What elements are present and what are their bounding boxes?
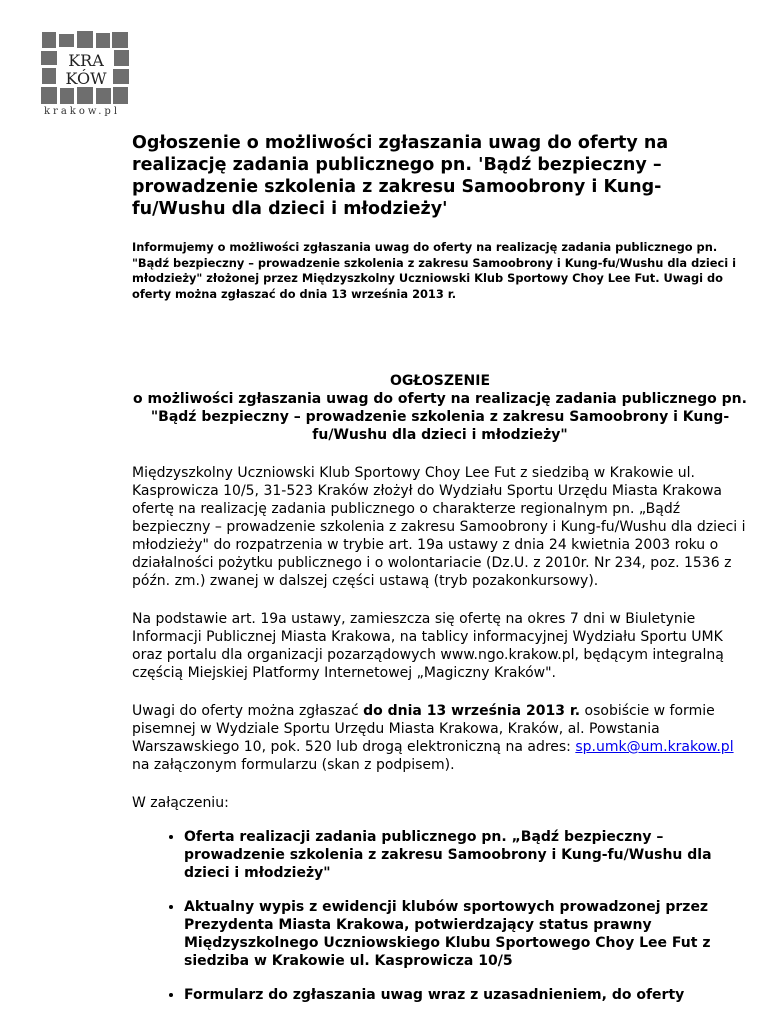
announcement-heading-block — [132, 372, 748, 444]
comments-text-middle: osobiście w formie pisemnej w Wydziale Sportu Urzędu Miasta Krakowa, Kraków, al. Powstania Warszawskiego 10, pok. 520 lub drogą elektroniczną na adres: — [132, 703, 715, 755]
krakow-logo-emblem — [40, 30, 132, 110]
page-title: Ogłoszenie o możliwości zgłaszania uwag do oferty na realizację zadania publicznego pn. 'Bądź bezpieczny – prowadzenie szkolenia z zakresu Samoobrony i Kung-fu/Wushu dla dzieci i młodzieży' — [132, 133, 669, 219]
comments-text-after: na załączonym formularzu (skan z podpisem). — [132, 757, 455, 773]
paragraph-offer: Międzyszkolny Uczniowski Klub Sportowy Choy Lee Fut z siedzibą w Krakowie ul. Kasprowicza 10/5, 31-523 Kraków złożył do Wydziału Sportu Urzędu Miasta Krakowa ofertę na realizację zadania publicznego o charakterze regionalnym pn. „Bądź bezpieczny – prowadzenie szkolenia z zakresu Samoobrony i Kung-fu/Wushu dla dzieci i młodzieży" do rozpatrzenia w trybie art. 19a ustawy z dnia 24 kwietnia 2003 roku o działalności pożytku publicznego i o wolontariacie (Dz.U. z 2010r. Nr 234, poz. 1536 z późn. zm.) zwanej w dalszej części ustawą (tryb pozakonkursowy). — [132, 465, 746, 589]
attachment-item: • Oferta realizacji zadania publicznego pn. „Bądź bezpieczny – prowadzenie szkolenia z zakresu Samoobrony i Kung-fu/Wushu dla dzieci i młodzieży" — [184, 828, 748, 882]
email-link[interactable]: sp.umk@um.krakow.pl — [575, 739, 734, 755]
attachment-item: • Aktualny wypis z ewidencji klubów sportowych prowadzonej przez Prezydenta Miasta Krakowa, potwierdzający status prawny Międzyszkolnego Uczniowskiego Klubu Sportowego Choy Lee Fut z siedziba w Krakowie ul. Kasprowicza 10/5 — [184, 898, 748, 970]
attachments-list — [132, 828, 748, 1004]
article — [132, 132, 748, 1020]
lead-summary: Informujemy o możliwości zgłaszania uwag do oferty na realizację zadania publicznego pn. "Bądź bezpieczny – prowadzenie szkolenia z zakresu Samoobrony i Kung-fu/Wushu dla dzieci i młodzieży" złożonej przez Międzyszkolny Uczniowski Klub Sportowy Choy Lee Fut. Uwagi do oferty można zgłaszać do dnia 13 września 2013 r. — [132, 240, 737, 301]
attachment-item: • Formularz do zgłaszania uwag wraz z uzasadnieniem, do oferty — [184, 986, 748, 1004]
logo-text-line1: KRA — [68, 51, 104, 70]
attachments-label: W załączeniu: — [132, 795, 229, 811]
announcement-heading: OGŁOSZENIE — [389, 373, 491, 389]
logo-text-line2: KÓW — [65, 69, 107, 88]
comments-deadline: do dnia 13 września 2013 r. — [363, 703, 581, 719]
logo-tagline: krakow.pl — [44, 106, 121, 117]
comments-text-before: Uwagi do oferty można zgłaszać — [132, 703, 364, 719]
announcement-task-name: "Bądź bezpieczny – prowadzenie szkolenia z zakresu Samoobrony i Kung-fu/Wushu dla dzieci i młodzieży" — [150, 409, 730, 443]
paragraph-publication: Na podstawie art. 19a ustawy, zamieszcza się ofertę na okres 7 dni w Biuletynie Informacji Publicznej Miasta Krakowa, na tablicy informacyjnej Wydziału Sportu UMK oraz portalu dla organizacji pozarządowych www.ngo.krakow.pl, będącym integralną częścią Miejskiej Platformy Internetowej „Magiczny Kraków". — [132, 611, 724, 681]
paragraph-comments — [132, 702, 748, 774]
announcement-subject: o możliwości zgłaszania uwag do oferty na realizację zadania publicznego pn. — [133, 391, 747, 407]
